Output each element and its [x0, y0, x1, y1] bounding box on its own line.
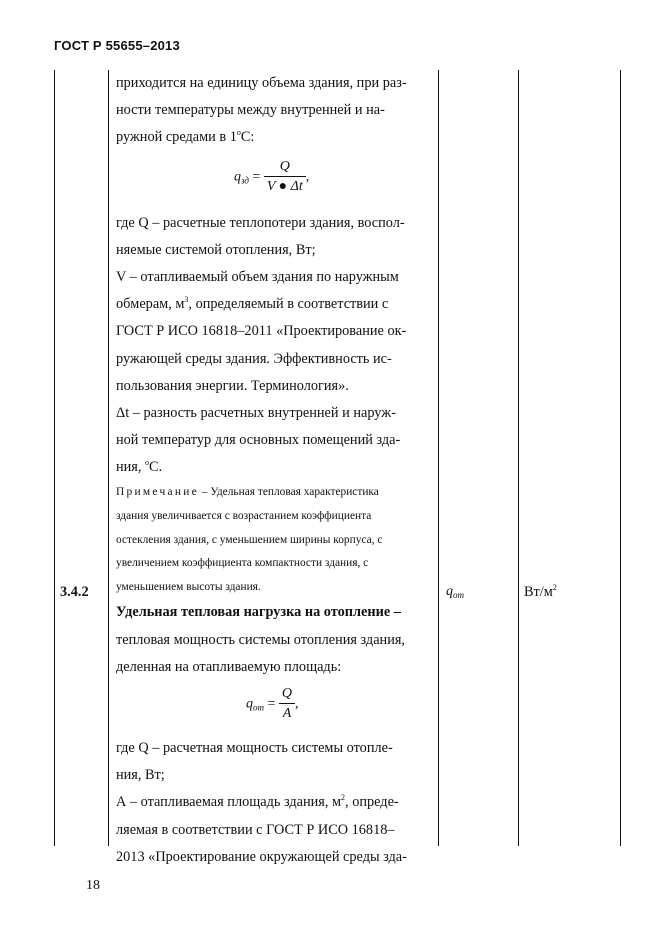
formula-fraction: $\frac{Q}{V ● \Delta t}$: [264, 158, 306, 197]
term-title-line: Удельная тепловая нагрузка на отопление –: [116, 604, 401, 621]
table-border-right: [620, 70, 621, 846]
table-border-term-column: [438, 70, 439, 846]
term-title: Удельная тепловая нагрузка на отопление: [116, 604, 391, 621]
note-line: здания увеличивается с возрастанием коэффициента: [116, 510, 372, 523]
table-border-symbol-column: [518, 70, 519, 846]
text-line: V – отапливаемый объем здания по наружным: [116, 268, 399, 285]
formula-fraction: $\frac{Q}{A}$: [279, 685, 295, 724]
text-line: ния, $^o$С.: [116, 458, 163, 476]
text-line: приходится на единицу объема здания, при раз-: [116, 75, 407, 91]
text-line: деленная на отапливаемую площадь:: [116, 658, 342, 675]
note-line: Примечание – Удельная тепловая характеристика: [116, 486, 379, 499]
text-line: Δt – разность расчетных внутренней и наруж-: [116, 404, 396, 421]
text-line: ности температуры между внутренней и на-: [116, 102, 385, 119]
text-line: где Q – расчетная мощность системы отопле-: [116, 739, 393, 756]
table-border-left: [54, 70, 55, 846]
text-line: ляемая в соответствии с ГОСТ Р ИСО 16818–: [116, 821, 395, 838]
term-definition-column: [116, 70, 430, 871]
formula-specific-heat-characteristic: $q_{зд}$ = $\frac{Q}{V ● \Delta t}$ ,: [116, 152, 430, 210]
note-line: остекления здания, с уменьшением ширины корпуса, с: [116, 533, 383, 546]
text-line: обмерам, $м^3$, определяемый в соответствии с: [116, 295, 389, 313]
note-line: уменьшением высоты здания.: [116, 580, 261, 593]
document-header: ГОСТ Р 55655–2013: [54, 38, 180, 53]
note-label: Примечание: [116, 486, 200, 499]
text-line: ния, Вт;: [116, 767, 165, 784]
term-unit: $Вт/м^2$: [524, 583, 557, 600]
term-symbol: $q_{от}$: [446, 584, 464, 600]
text-line: 2013 «Проектирование окружающей среды зда-: [116, 848, 407, 865]
table-border-number-column: [108, 70, 109, 846]
text-line: ружающей среды здания. Эффективность ис-: [116, 350, 392, 367]
text-line: А – отапливаемая площадь здания, $м^2$, опреде-: [116, 793, 399, 811]
note-line: увеличением коэффициента компактности здания, с: [116, 557, 369, 570]
text-line: ной температур для основных помещений зда-: [116, 432, 401, 449]
text-line: ГОСТ Р ИСО 16818–2011 «Проектирование ок-: [116, 323, 407, 340]
text-line: где Q – расчетные теплопотери здания, воспол-: [116, 214, 405, 231]
text-line: няемые системой отопления, Вт;: [116, 241, 316, 258]
section-number: 3.4.2: [60, 584, 89, 600]
text-line: тепловая мощность системы отопления здания,: [116, 631, 406, 648]
page-number: 18: [86, 878, 100, 893]
formula-specific-heating-load: $q_{от}$ = $\frac{Q}{A}$ ,: [116, 681, 430, 735]
text-line: ружной средами в 1$^o$C:: [116, 128, 255, 146]
text-line: пользования энергии. Терминология».: [116, 377, 349, 394]
